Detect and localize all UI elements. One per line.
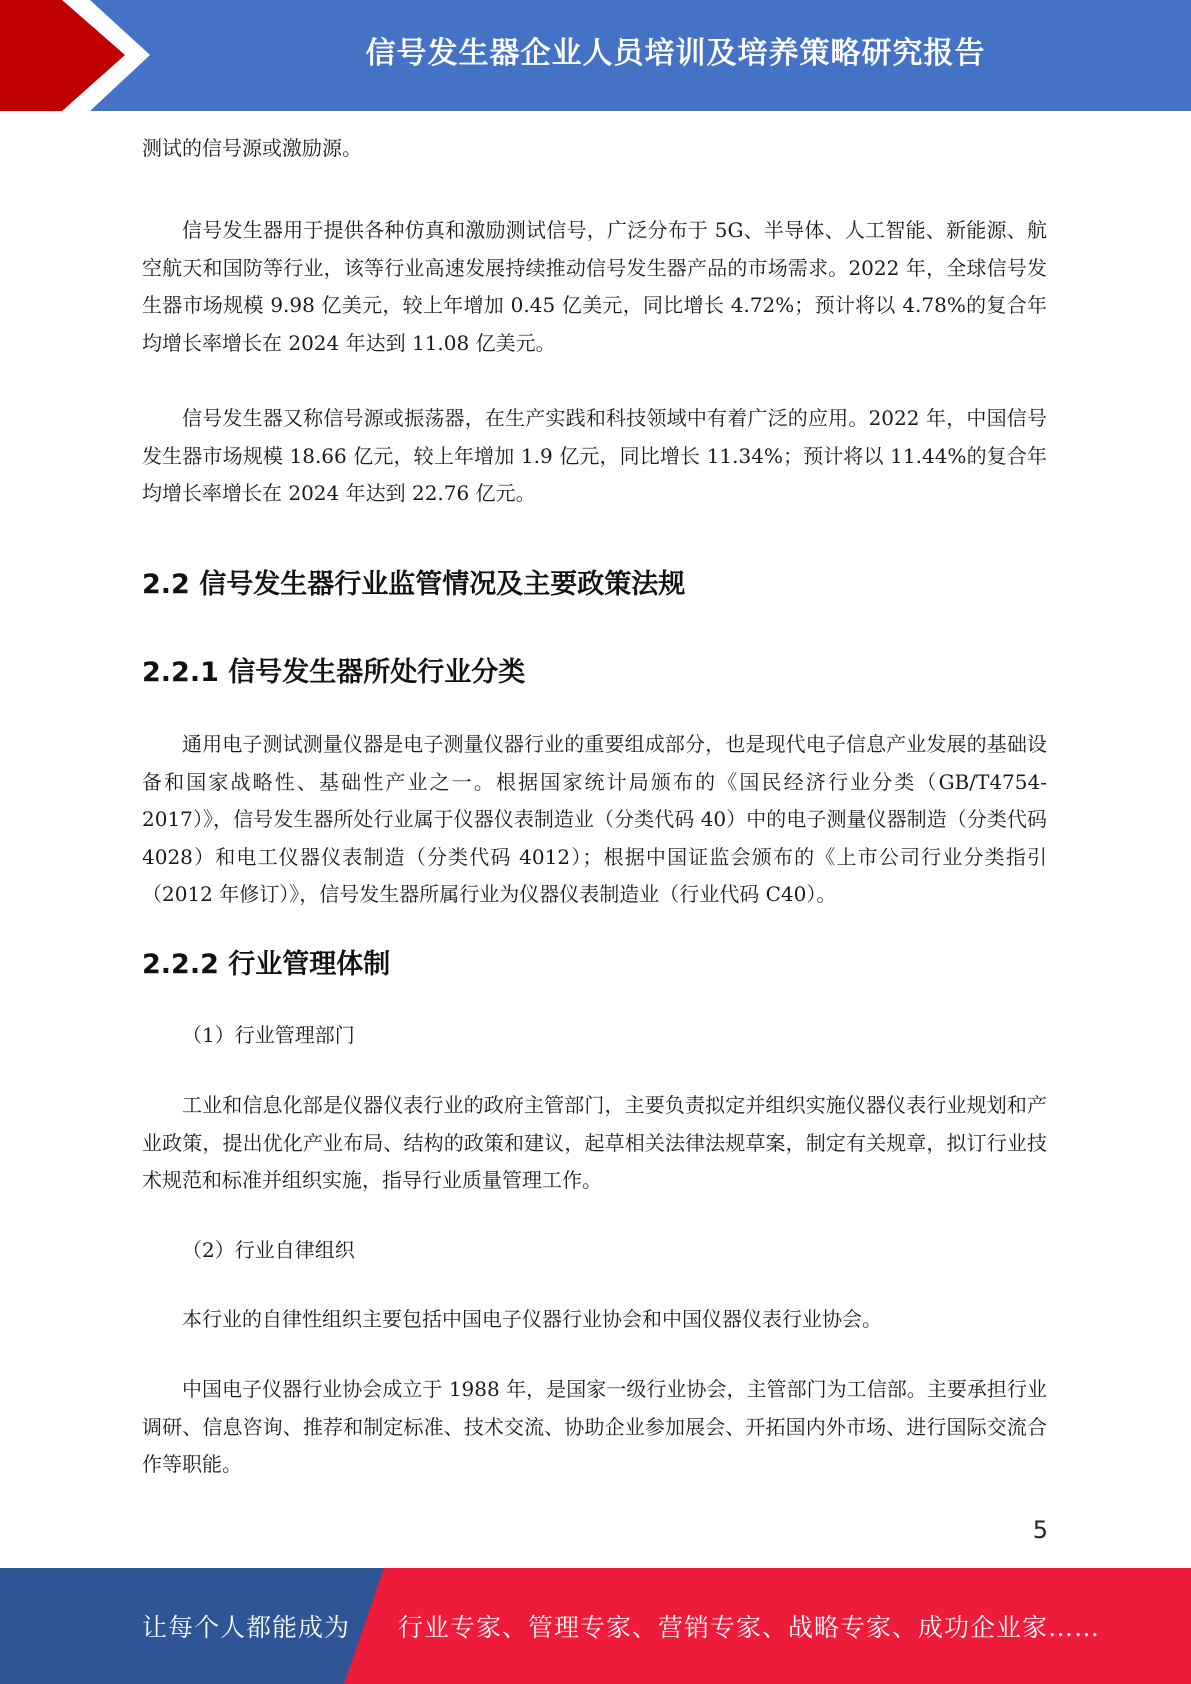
section-heading-2-2: 2.2 信号发生器行业监管情况及主要政策法规 — [142, 569, 686, 600]
paragraph-miit: 工业和信息化部是仪器仪表行业的政府主管部门，主要负责拟定并组织实施仪器仪表行业规划和产业政策，提出优化产业布局、结构的政策和建议，起草相关法律法规草案，制定有关规章，拟订行业技术规范和标准并组织实施，指导行业质量管理工作。 — [142, 1093, 1047, 1192]
sub-label-management-dept: （1）行业管理部门 — [182, 1023, 355, 1047]
sub-label-self-regulation: （2）行业自律组织 — [182, 1238, 355, 1262]
header-title: 信号发生器企业人员培训及培养策略研究报告 — [365, 36, 986, 71]
paragraph-ceia: 中国电子仪器行业协会成立于 1988 年，是国家一级行业协会，主管部门为工信部。主要承担行业调研、信息咨询、推荐和制定标准、技术交流、协助企业参加展会、开拓国内外市场、进行国际交流合作等职能。 — [142, 1377, 1047, 1476]
header-chevron-icon — [0, 0, 150, 111]
page-footer — [0, 1568, 1191, 1684]
paragraph-global-market: 信号发生器用于提供各种仿真和激励测试信号，广泛分布于 5G、半导体、人工智能、新能源、航空航天和国防等行业，该等行业高速发展持续推动信号发生器产品的市场需求。2022 年，全球信号发生器市场规模 9.98 亿美元，较上年增加 0.45 亿美元，同比增长 4.72%；预计将以 4.78%的复合年均增长率增长在 2024 年达到 11.08 亿美元。 — [142, 218, 1047, 355]
footer-slogan-left: 让每个人都能成为 — [142, 1613, 351, 1642]
page-header — [0, 0, 1191, 111]
section-heading-2-2-1: 2.2.1 信号发生器所处行业分类 — [142, 657, 526, 688]
paragraph-industry-classification: 通用电子测试测量仪器是电子测量仪器行业的重要组成部分，也是现代电子信息产业发展的基础设备和国家战略性、基础性产业之一。根据国家统计局颁布的《国民经济行业分类（GB/T4754-2017）》，信号发生器所处行业属于仪器仪表制造业（分类代码 40）中的电子测量仪器制造（分类代码 4028）和电工仪器仪表制造（分类代码 4012）；根据中国证监会颁布的《上市公司行业分类指引（2012 年修订）》，信号发生器所属行业为仪器仪表制造业（行业代码 C40）。 — [142, 732, 1047, 906]
page-number: 5 — [1032, 1516, 1048, 1544]
paragraph-china-market: 信号发生器又称信号源或振荡器，在生产实践和科技领域中有着广泛的应用。2022 年，中国信号发生器市场规模 18.66 亿元，较上年增加 1.9 亿元，同比增长 11.34%；预计将以 11.44%的复合年均增长率增长在 2024 年达到 22.76 亿元。 — [142, 406, 1047, 505]
section-heading-2-2-2: 2.2.2 行业管理体制 — [142, 949, 391, 980]
paragraph-associations: 本行业的自律性组织主要包括中国电子仪器行业协会和中国仪器仪表行业协会。 — [182, 1307, 882, 1331]
paragraph-continuation: 测试的信号源或激励源。 — [142, 136, 362, 160]
footer-slogan-right: 行业专家、管理专家、营销专家、战略专家、成功企业家…… — [398, 1613, 1101, 1642]
